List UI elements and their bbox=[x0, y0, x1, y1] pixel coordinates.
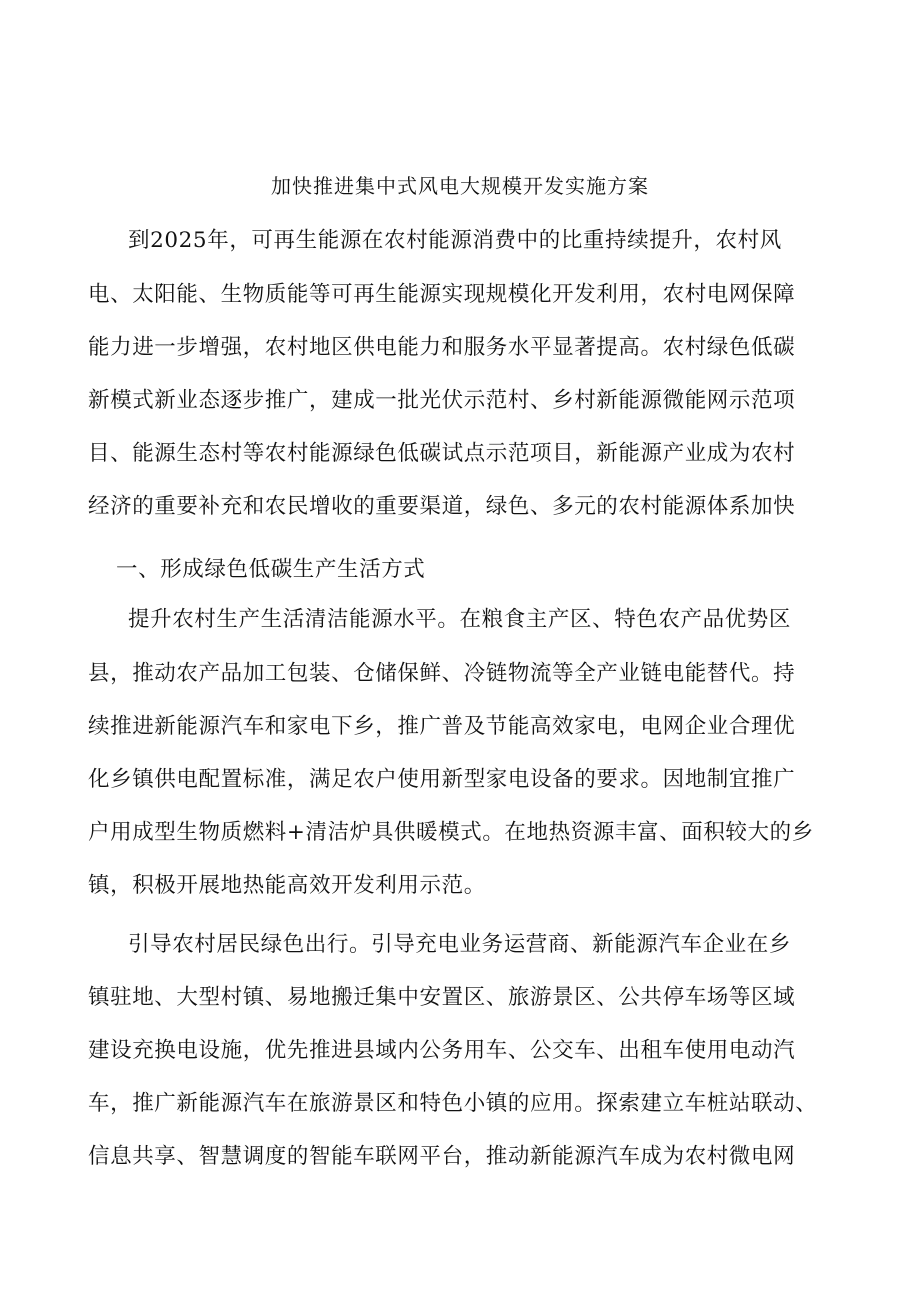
paragraph-line: 提升农村生产生活清洁能源水平。在粮食主产区、特色农产品优势区 bbox=[128, 607, 792, 632]
paragraph-line: 目、能源生态村等农村能源绿色低碳试点示范项目，新能源产业成为农村 bbox=[88, 441, 796, 466]
paragraph-line: 县，推动农产品加工包装、仓储保鲜、冷链物流等全产业链电能替代。持 bbox=[88, 661, 796, 686]
paragraph-line: 能力进一步增强，农村地区供电能力和服务水平显著提高。农村绿色低碳 bbox=[88, 335, 796, 360]
paragraph-line: 新模式新业态逐步推广，建成一批光伏示范村、乡村新能源微能网示范项 bbox=[88, 388, 796, 413]
section-heading: 一、形成绿色低碳生产生活方式 bbox=[116, 557, 426, 582]
paragraph-line: 化乡镇供电配置标准，满足农户使用新型家电设备的要求。因地制宜推广 bbox=[88, 767, 796, 792]
paragraph-line: 建设充换电设施，优先推进县域内公务用车、公交车、出租车使用电动汽 bbox=[88, 1038, 796, 1063]
paragraph-line: 镇驻地、大型村镇、易地搬迁集中安置区、旅游景区、公共停车场等区域 bbox=[88, 985, 796, 1010]
paragraph-line: 镇，积极开展地热能高效开发利用示范。 bbox=[88, 873, 486, 898]
document-title: 加快推进集中式风电大规模开发实施方案 bbox=[271, 174, 649, 198]
paragraph-line: 到2025年，可再生能源在农村能源消费中的比重持续提升，农村风 bbox=[128, 228, 782, 253]
paragraph-line: 信息共享、智慧调度的智能车联网平台，推动新能源汽车成为农村微电网 bbox=[88, 1144, 796, 1169]
paragraph-line: 引导农村居民绿色出行。引导充电业务运营商、新能源汽车企业在乡 bbox=[128, 932, 792, 957]
paragraph-line: 电、太阳能、生物质能等可再生能源实现规模化开发利用，农村电网保障 bbox=[88, 282, 796, 307]
paragraph-line: 经济的重要补充和农民增收的重要渠道，绿色、多元的农村能源体系加快 bbox=[88, 494, 796, 519]
paragraph-line: 续推进新能源汽车和家电下乡，推广普及节能高效家电，电网企业合理优 bbox=[88, 714, 796, 739]
paragraph-line: 车，推广新能源汽车在旅游景区和特色小镇的应用。探索建立车桩站联动、 bbox=[88, 1091, 818, 1116]
paragraph-line: 户用成型生物质燃料+清洁炉具供暖模式。在地热资源丰富、面积较大的乡 bbox=[88, 820, 814, 845]
